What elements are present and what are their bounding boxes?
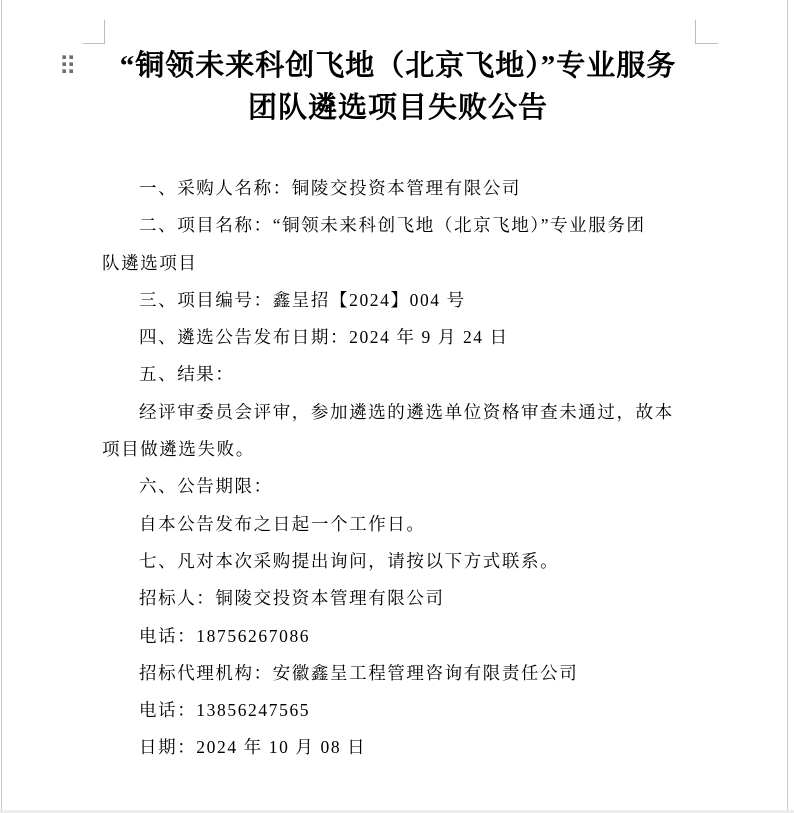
- body-text-line: 电话：13856247565: [139, 700, 311, 721]
- body-text-line: 经评审委员会评审，参加遴选的遴选单位资格审查未通过，故本: [139, 401, 674, 422]
- body-text-line: 日期：2024 年 10 月 08 日: [139, 737, 367, 758]
- drag-handle-dot: [62, 69, 66, 73]
- document-title-line: 团队遴选项目失败公告: [247, 92, 548, 124]
- drag-handle-dot: [69, 62, 73, 66]
- body-text-line: 项目做遴选失败。: [102, 439, 255, 460]
- document-title-line: “铜领未来科创飞地（北京飞地）”专业服务: [119, 50, 677, 82]
- paragraph-drag-handle-icon[interactable]: [62, 55, 73, 73]
- text-boundary-mark-top-left: [104, 20, 105, 44]
- text-boundary-mark-top-right: [695, 20, 696, 44]
- body-text-line: 三、项目编号：鑫呈招【2024】004 号: [139, 289, 466, 310]
- body-text-line: 自本公告发布之日起一个工作日。: [139, 513, 426, 534]
- body-text-line: 电话：18756267086: [139, 625, 311, 646]
- body-text-line: 招标人：铜陵交投资本管理有限公司: [139, 588, 445, 609]
- body-text-line: 一、采购人名称：铜陵交投资本管理有限公司: [139, 178, 521, 198]
- document-body: [102, 170, 696, 767]
- body-text-line: 七、凡对本次采购提出询问，请按以下方式联系。: [139, 550, 560, 571]
- body-text-line: 招标代理机构：安徽鑫呈工程管理咨询有限责任公司: [139, 662, 579, 683]
- body-text-line: 队遴选项目: [102, 252, 198, 273]
- text-boundary-mark-top-left: [83, 43, 105, 44]
- body-text-line: 四、遴选公告发布日期：2024 年 9 月 24 日: [139, 327, 509, 348]
- page-edge-right: [787, 0, 788, 813]
- text-boundary-mark-top-right: [695, 43, 718, 44]
- drag-handle-dot: [62, 55, 66, 59]
- body-text-line: 二、项目名称：“铜领未来科创飞地（北京飞地）”专业服务团: [139, 215, 646, 236]
- document-title: [102, 45, 694, 129]
- drag-handle-dot: [69, 69, 73, 73]
- drag-handle-dot: [69, 55, 73, 59]
- drag-handle-dot: [62, 62, 66, 66]
- page-edge-left: [1, 0, 2, 813]
- body-text-line: 六、公告期限：: [139, 476, 273, 497]
- body-text-line: 五、结果：: [139, 364, 235, 385]
